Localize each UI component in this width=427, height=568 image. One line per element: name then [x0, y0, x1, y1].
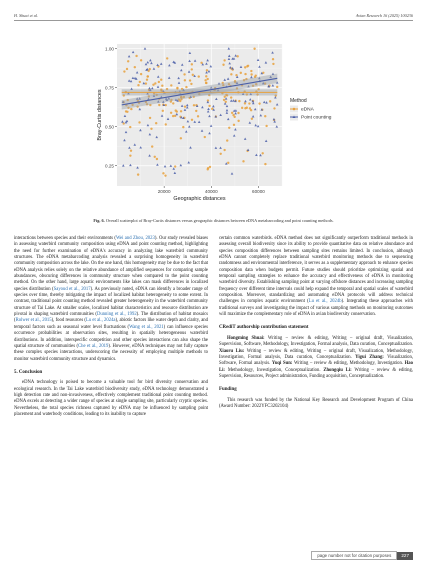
edna-point [258, 102, 260, 104]
edna-point [248, 102, 250, 104]
legend-label: Point counting [301, 115, 332, 121]
edna-point [155, 122, 157, 124]
credit-statement: Hongming Shuai: Writing – review & editing, Writing – original draft, Visualization, Supervision, Software, Methodology, Investigation, Formal analysis, Data curation, Conceptualization. Xiaoru Liu: Writing – review & editing, Writing – original draft, Visualization, Methodology, Investigation, Formal analysis, Data curation, Conceptualization. Yigui Zhang: Visualization, Software, Formal analysis. Yuqi Sun: Writing – review & editing, Methodology, Investigation. Hao Li: Methodology, Investigation, Conceptualization. Zhongqiu Li: Writing – review & editing, Supervision, Resources, Project administration, Funding acquisition, Conceptualization. [219, 335, 413, 379]
footer-note: page number not for citation purposes [311, 551, 397, 560]
edna-point [269, 100, 271, 102]
edna-point [146, 78, 148, 80]
section-heading-credit: CRediT authorship contribution statement [219, 325, 309, 331]
edna-point [206, 69, 208, 71]
x-tick-label: 60000 [252, 189, 265, 194]
edna-point [140, 59, 142, 61]
edna-point [244, 107, 246, 109]
edna-point [180, 110, 182, 112]
edna-point [250, 109, 252, 111]
legend-label: eDNA [301, 107, 314, 113]
edna-point [197, 115, 199, 117]
edna-point [166, 57, 168, 59]
edna-point [161, 85, 163, 87]
edna-point [207, 168, 209, 170]
edna-point [264, 163, 266, 165]
edna-point [189, 79, 191, 81]
edna-point [250, 73, 252, 75]
edna-point [251, 118, 253, 120]
citation-link[interactable]: Sayoud et al., 2017 [53, 286, 91, 292]
edna-point [209, 166, 211, 168]
edna-point [184, 79, 186, 81]
conclusion-paragraph: eDNA technology is poised to become a valuable tool for bird diversity conservation and ecological research. In the Tai Lake waterbird biodiversity study, eDNA technology demonstrated a high detection rate and non-invasiveness, effectively complement traditional point counting method. eDNA excels at detecting a wider range of species at single sampling site, particularly cryptic species. Nevertheless, the total species richness captured by eDNA may be influenced by sampling point placement and waterbody conditions, leading to its inability to capture [14, 380, 208, 417]
edna-point [231, 112, 233, 114]
edna-point [190, 83, 192, 85]
citation-link[interactable]: Lu et al., 2024a [85, 318, 116, 324]
edna-point [151, 145, 153, 147]
running-head-journal: Avian Research 16 (2025) 100236 [355, 13, 413, 18]
citation-link[interactable]: Wei and Zhou, 2023 [115, 236, 155, 241]
edna-point [126, 111, 128, 113]
edna-point [138, 121, 140, 123]
edna-point [244, 102, 246, 104]
edna-point [244, 66, 246, 68]
edna-point [156, 158, 158, 160]
left-column [14, 236, 208, 418]
edna-point [223, 59, 225, 61]
citation-link[interactable]: Rolwer et al., 2015 [15, 318, 52, 324]
edna-point [193, 104, 195, 106]
edna-point [272, 63, 274, 65]
edna-point [205, 75, 207, 77]
edna-point [264, 115, 266, 117]
edna-point [134, 66, 136, 68]
edna-point [224, 96, 226, 98]
y-tick-label: 0.50 [105, 124, 114, 130]
conclusion-continued-paragraph: certain common waterbirds. eDNA method does not significantly outperform traditional methods in assessing overall biodiversity since its ability to provide quantitative data on relative abundance and species composition differences between sampling sites remains limited. In conclusion, although eDNA cannot completely replace traditional waterbird monitoring methods due to sequencing randomness and environmental interference, it serves as a supplementary approach to enhance species composition data when budgets permit. Future studies should prioritize optimizing spatial and temporal sampling strategies to enhance the accuracy and effectiveness of eDNA in monitoring waterbird diversity. Establishing sampling point at varying offshore distances and increasing sampling frequency over different time intervals could help expand the temporal and spatial scales of waterbird composition. Moreover, standardizing and automating eDNA protocols will address technical challenges in complex aquatic environment (Lu et al., 2024b). Integrating these approaches with traditional surveys and investigating the impact of various sampling methods on monitoring outcomes will maximize the complementary role of eDNA in avian biodiversity conservation. [219, 236, 413, 318]
edna-point [162, 110, 164, 112]
edna-point [265, 125, 267, 127]
edna-point [182, 126, 184, 128]
edna-point [154, 156, 156, 158]
edna-point [130, 108, 132, 110]
edna-point [208, 105, 210, 107]
x-tick-label: 20000 [157, 189, 171, 194]
edna-point [206, 78, 208, 80]
citation-link[interactable]: Dunning et al., 1992 [96, 312, 137, 318]
scatter-chart [0, 30, 427, 216]
edna-point [183, 73, 185, 75]
figure-caption [14, 218, 413, 223]
edna-point [184, 105, 186, 107]
funding-paragraph: This research was funded by the National Key Research and Development Program of China (Award Number: 2022YFC3202104) [219, 397, 413, 409]
edna-point [228, 127, 230, 129]
discussion-paragraph: interactions between species and their environments (Wei and Zhou, 2023). Our study revealed biases in assessing waterbird community composition using eDNA and point counting method, highlighting the need for further examination of eDNA's accuracy in analyzing lake waterbird community structures. The eDNA metabarcoding analysis revealed a surprising homogeneity in waterbird community composition across the lake. On the one hand, this homogeneity may be due to the fact that eDNA analysis relies solely on the relative abundance of amplified sequences for comparing sample abundances, obscuring differences in community structure when compared to the point counting method. On the other hand, large aquatic environments like lakes can mask differences in localized species distribution (Sayoud et al., 2017). As previously noted, eDNA can identify a broader range of species over time, thereby mitigating the impact of localized habitat heterogeneity to some extent. In contrast, traditional point counting method revealed greater heterogeneity in the waterbird community structure of Tai Lake. At smaller scales, localized habitat characteristics and resource distribution are pivotal in shaping waterbird communities (Dunning et al., 1992). The distribution of habitat mosaics (Rolwer et al., 2015), food resources (Lu et al., 2024a), abiotic factors like water depth and clarity, and temporal factors such as seasonal water level fluctuations (Wang et al., 2021) can influence species occurrence probabilities at observation sites, resulting in spatially heterogeneous waterbird distributions. In addition, interspecific competition and other species interactions can also shape the spatial structure of communities (Che et al., 2019). However, eDNA techniques may not fully capture these complex species interactions, underscoring the necessity of employing multiple methods to monitor waterbird community structure and dynamics. [14, 236, 208, 362]
legend-title: Method [290, 98, 307, 104]
edna-point [240, 72, 242, 74]
edna-point [236, 55, 238, 57]
edna-point [276, 86, 278, 88]
edna-point [160, 79, 162, 81]
edna-point [123, 70, 125, 72]
edna-point [149, 68, 151, 70]
edna-point [253, 48, 255, 50]
edna-point [198, 75, 200, 77]
edna-point [127, 60, 129, 62]
edna-point [129, 126, 131, 128]
edna-point [250, 70, 252, 72]
edna-point [238, 100, 240, 102]
plot-panel [117, 44, 282, 186]
section-heading-funding: Funding [219, 387, 237, 393]
edna-point [273, 107, 275, 109]
y-tick-label: 1.00 [105, 46, 114, 52]
edna-point [191, 119, 193, 121]
edna-point [191, 63, 193, 65]
edna-point [145, 82, 147, 84]
edna-point [241, 107, 243, 109]
running-head-authors: H. Shuai et al. [14, 13, 39, 18]
edna-point [170, 84, 172, 86]
y-tick-label: 0.25 [105, 163, 114, 169]
edna-point [195, 110, 197, 112]
edna-point [172, 102, 174, 104]
edna-point [223, 99, 225, 101]
edna-point [179, 100, 181, 102]
edna-point [146, 75, 148, 77]
citation-link[interactable]: Che et al., 2019 [78, 343, 109, 349]
edna-point [225, 101, 227, 103]
page-number: 227 [397, 552, 413, 560]
edna-point [230, 73, 232, 75]
edna-point [149, 117, 151, 119]
edna-point [262, 152, 264, 154]
edna-point [172, 115, 174, 117]
header-rule [14, 20, 413, 21]
edna-point [129, 154, 131, 156]
edna-point [158, 104, 160, 106]
edna-point [200, 62, 202, 64]
edna-point [162, 172, 164, 174]
y-tick-label: 0.75 [105, 85, 114, 91]
edna-point [174, 165, 176, 167]
edna-point [175, 109, 177, 111]
edna-point [230, 96, 232, 98]
edna-point [227, 162, 229, 164]
page-footer [311, 551, 413, 560]
figure-caption-text: Overall scatterplot of Bray-Curtis distances versus geographic distances between eDNA metabarcoding and point counting methods. [105, 218, 334, 223]
section-heading-conclusion: 5. Conclusion [14, 369, 43, 375]
edna-point [244, 73, 246, 75]
edna-point [237, 120, 239, 122]
edna-point [126, 68, 128, 70]
edna-point [180, 137, 182, 139]
legend-key-marker [293, 108, 296, 111]
edna-point [158, 81, 160, 83]
edna-point [226, 139, 228, 141]
edna-point [137, 173, 139, 175]
edna-point [137, 84, 139, 86]
edna-point [233, 116, 235, 118]
edna-point [237, 112, 239, 114]
edna-point [154, 82, 156, 84]
edna-point [139, 81, 141, 83]
edna-point [223, 149, 225, 151]
citation-link[interactable]: Lu et al., 2024b [308, 299, 342, 305]
edna-point [233, 124, 235, 126]
edna-point [164, 174, 166, 176]
edna-point [140, 73, 142, 75]
x-tick-label: 40000 [204, 189, 218, 194]
edna-point [246, 65, 248, 67]
edna-point [135, 55, 137, 57]
edna-point [130, 150, 132, 152]
edna-point [170, 112, 172, 114]
x-axis-label: Geographic distances [173, 196, 226, 202]
figure-label: Fig. 6. [93, 218, 105, 223]
edna-point [204, 136, 206, 138]
edna-point [204, 79, 206, 81]
edna-point [220, 153, 222, 155]
edna-point [191, 68, 193, 70]
edna-point [165, 123, 167, 125]
edna-point [242, 160, 244, 162]
citation-link[interactable]: Wang et al., 2021 [129, 324, 164, 330]
y-axis-label: Bray-Curtis distances [97, 89, 103, 141]
edna-point [272, 58, 274, 60]
edna-point [222, 64, 224, 66]
right-column [219, 236, 413, 410]
edna-point [185, 86, 187, 88]
edna-point [150, 128, 152, 130]
edna-point [205, 82, 207, 84]
edna-point [192, 74, 194, 76]
